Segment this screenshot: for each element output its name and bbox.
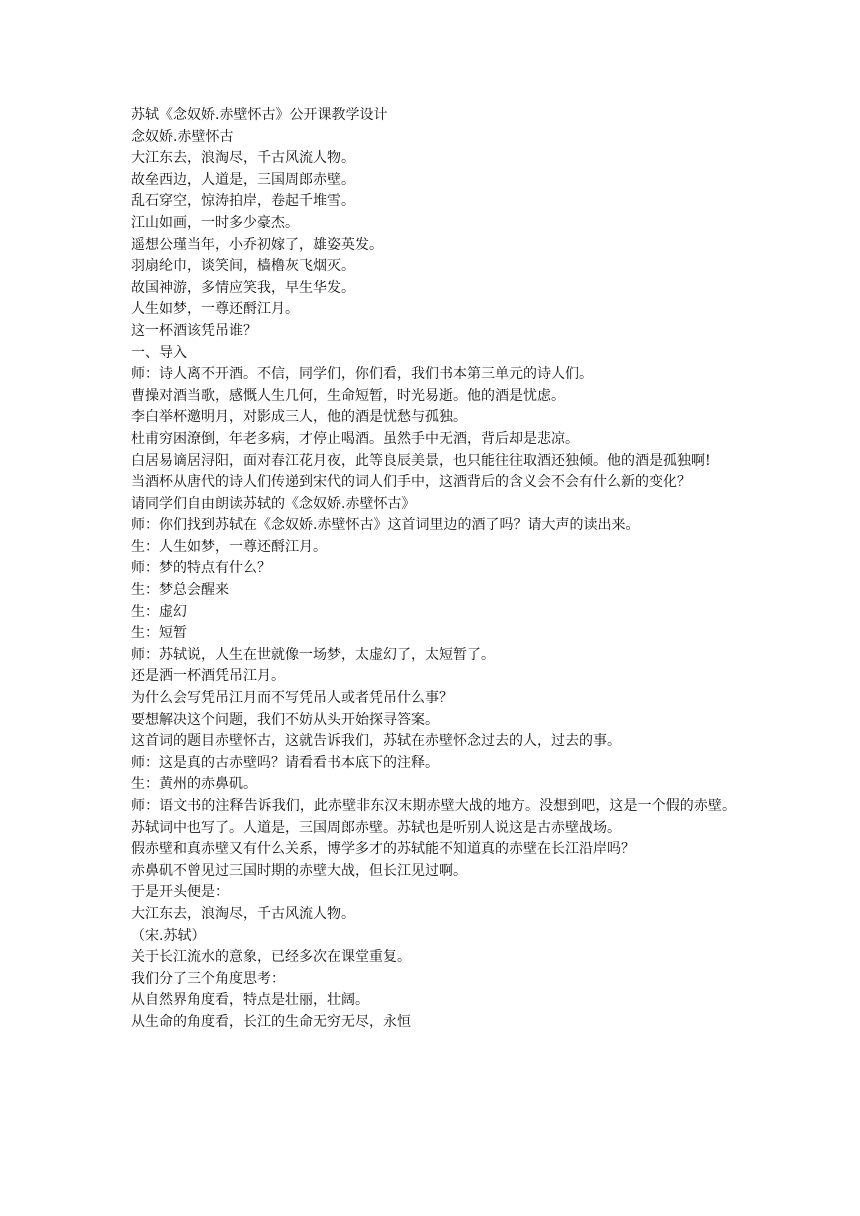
paragraph: 曹操对酒当歌，感慨人生几何，生命短暂，时光易逝。他的酒是忧虑。 (131, 387, 565, 404)
paragraph: 关于长江流水的意象，已经多次在课堂重复。 (131, 949, 411, 966)
paragraph: 从自然界角度看，特点是壮丽，壮阔。 (131, 992, 369, 1009)
poem-line: 羽扇纶巾，谈笑间，樯橹灰飞烟灭。 (131, 258, 355, 275)
paragraph: 生：黄州的赤鼻矶。 (131, 776, 257, 793)
paragraph: 师：语文书的注释告诉我们，此赤壁非东汉末期赤壁大战的地方。没想到吧，这是一个假的赤壁。苏轼词中也写了。人道是，三国周郎赤壁。苏轼也是听别人说这是古赤壁战场。 (131, 798, 736, 836)
paragraph: 师：苏轼说，人生在世就像一场梦，太虚幻了，太短暂了。 (131, 646, 495, 663)
paragraph: 从生命的角度看，长江的生命无穷无尽，永恒 (131, 1013, 411, 1030)
question-line: 这一杯酒该凭吊谁？ (131, 322, 257, 339)
poem-line: 故国神游，多情应笑我，早生华发。 (131, 279, 355, 296)
poem-title: 念奴娇.赤壁怀古 (131, 128, 234, 145)
paragraph: 当酒杯从唐代的诗人们传递到宋代的词人们手中，这酒背后的含义会不会有什么新的变化？ (131, 474, 691, 491)
paragraph: 生：短暂 (131, 625, 187, 642)
paragraph: 白居易谪居浔阳，面对春江花月夜，此等良辰美景，也只能往往取酒还独倾。他的酒是孤独啊! (131, 452, 711, 469)
paragraph: 师：你们找到苏轼在《念奴娇.赤壁怀古》这首词里边的酒了吗？请大声的读出来。 (131, 517, 640, 534)
poem-attribution: （宋.苏轼） (131, 927, 206, 944)
paragraph: 假赤壁和真赤壁又有什么关系，博学多才的苏轼能不知道真的赤壁在长江沿岸吗？ (131, 841, 635, 858)
poem-line: 遥想公瑾当年，小乔初嫁了，雄姿英发。 (131, 236, 383, 253)
paragraph: 李白举杯邀明月，对影成三人，他的酒是忧愁与孤独。 (131, 409, 467, 426)
paragraph: 生：人生如梦，一尊还酹江月。 (131, 538, 327, 555)
document-body (131, 105, 736, 1034)
paragraph: 为什么会写凭吊江月而不写凭吊人或者凭吊什么事？ (131, 690, 453, 707)
poem-quote: 大江东去，浪淘尽，千古风流人物。 (131, 905, 355, 922)
paragraph: 还是洒一杯酒凭吊江月。 (131, 668, 285, 685)
paragraph: 请同学们自由朗读苏轼的《念奴娇.赤壁怀古》 (131, 495, 416, 512)
poem-line: 大江东去，浪淘尽，千古风流人物。 (131, 150, 355, 167)
document-title: 苏轼《念奴娇.赤壁怀古》公开课教学设计 (131, 107, 388, 123)
paragraph: 这首词的题目赤壁怀古，这就告诉我们，苏轼在赤壁怀念过去的人，过去的事。 (131, 733, 621, 750)
section-heading: 一、导入 (131, 344, 187, 361)
paragraph: 要想解决这个问题，我们不妨从头开始探寻答案。 (131, 711, 439, 728)
paragraph: 于是开头便是： (131, 884, 229, 901)
poem-line: 乱石穿空，惊涛拍岸，卷起千堆雪。 (131, 193, 355, 210)
paragraph: 师：梦的特点有什么？ (131, 560, 271, 577)
paragraph: 师：这是真的古赤壁吗？请看看书本底下的注释。 (131, 754, 439, 771)
poem-line: 江山如画，一时多少豪杰。 (131, 214, 299, 231)
paragraph: 生：虚幻 (131, 603, 187, 620)
paragraph: 生：梦总会醒来 (131, 582, 229, 599)
poem-line: 故垒西边，人道是，三国周郎赤壁。 (131, 171, 355, 188)
paragraph: 我们分了三个角度思考： (131, 970, 285, 987)
paragraph: 赤鼻矶不曾见过三国时期的赤壁大战，但长江见过啊。 (131, 862, 467, 879)
paragraph: 师：诗人离不开酒。不信，同学们，你们看，我们书本第三单元的诗人们。 (131, 366, 593, 383)
paragraph: 杜甫穷困潦倒，年老多病，才停止喝酒。虽然手中无酒，背后却是悲凉。 (131, 430, 579, 447)
poem-line: 人生如梦，一尊还酹江月。 (131, 301, 299, 318)
